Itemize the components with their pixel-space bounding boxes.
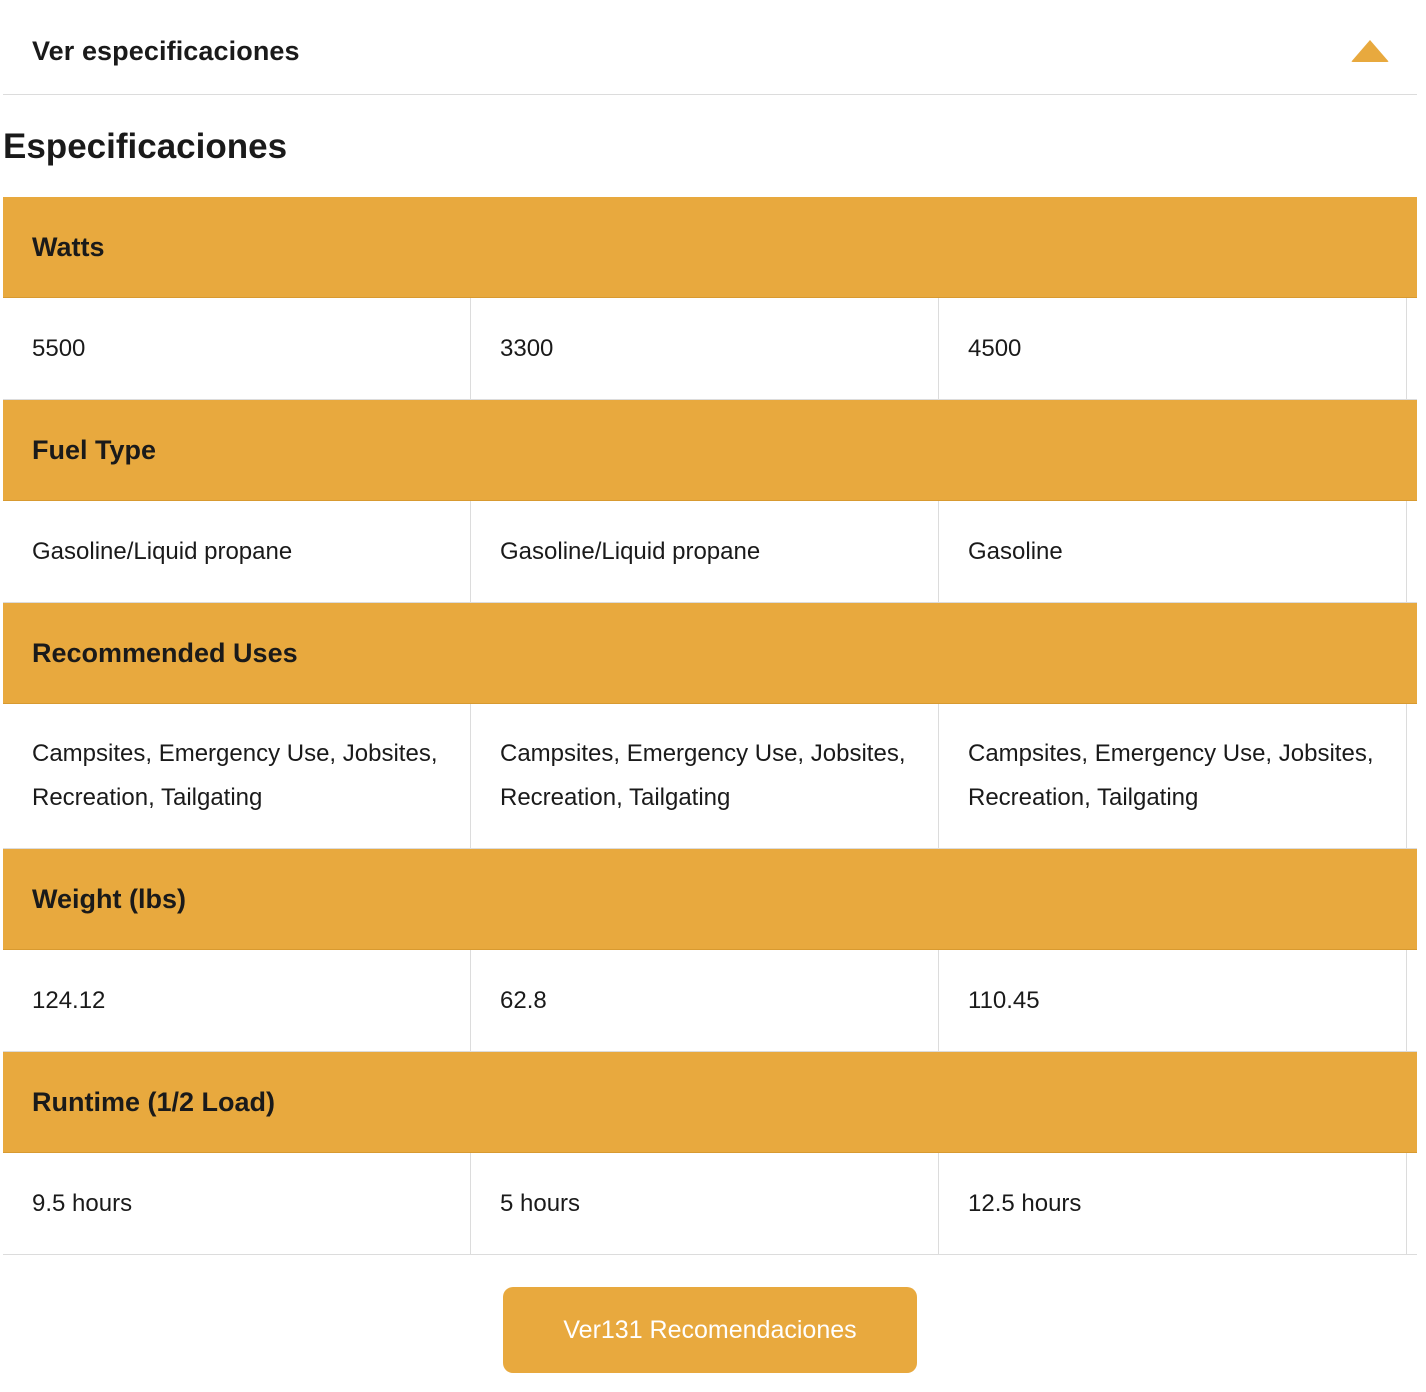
chevron-up-icon[interactable] [1351,40,1389,62]
spec-row-weight [3,950,1417,1052]
accordion-title: Ver especificaciones [32,36,300,66]
spec-cell: Campsites, Emergency Use, Jobsites, Recreation, Tailgating [939,704,1407,848]
section-heading: Especificaciones [3,127,288,166]
spec-table [3,197,1417,1255]
spec-row-runtime [3,1153,1417,1255]
spec-cell: 3300 [471,298,939,399]
spec-header-fuel-type: Fuel Type [3,400,1417,501]
spec-header-watts: Watts [3,197,1417,298]
spec-cell: Gasoline/Liquid propane [3,501,471,602]
spec-cell: Campsites, Emergency Use, Jobsites, Recreation, Tailgating [3,704,471,848]
spec-cell: 110.45 [939,950,1407,1051]
spec-cell: Gasoline [939,501,1407,602]
spec-header-recommended-uses: Recommended Uses [3,603,1417,704]
view-recommendations-button[interactable]: Ver131 Recomendaciones [503,1287,917,1373]
spec-header-runtime: Runtime (1/2 Load) [3,1052,1417,1153]
spec-row-watts [3,298,1417,400]
spec-header-weight: Weight (lbs) [3,849,1417,950]
spec-cell: 4500 [939,298,1407,399]
spec-row-recommended-uses [3,704,1417,849]
spec-row-fuel-type [3,501,1417,603]
spec-cell: 5 hours [471,1153,939,1254]
spec-cell: 62.8 [471,950,939,1051]
spec-cell: Gasoline/Liquid propane [471,501,939,602]
spec-cell: 12.5 hours [939,1153,1407,1254]
spec-cell: Campsites, Emergency Use, Jobsites, Recreation, Tailgating [471,704,939,848]
specs-accordion-toggle[interactable] [3,0,1417,95]
spec-cell: 9.5 hours [3,1153,471,1254]
spec-cell: 124.12 [3,950,471,1051]
spec-cell: 5500 [3,298,471,399]
